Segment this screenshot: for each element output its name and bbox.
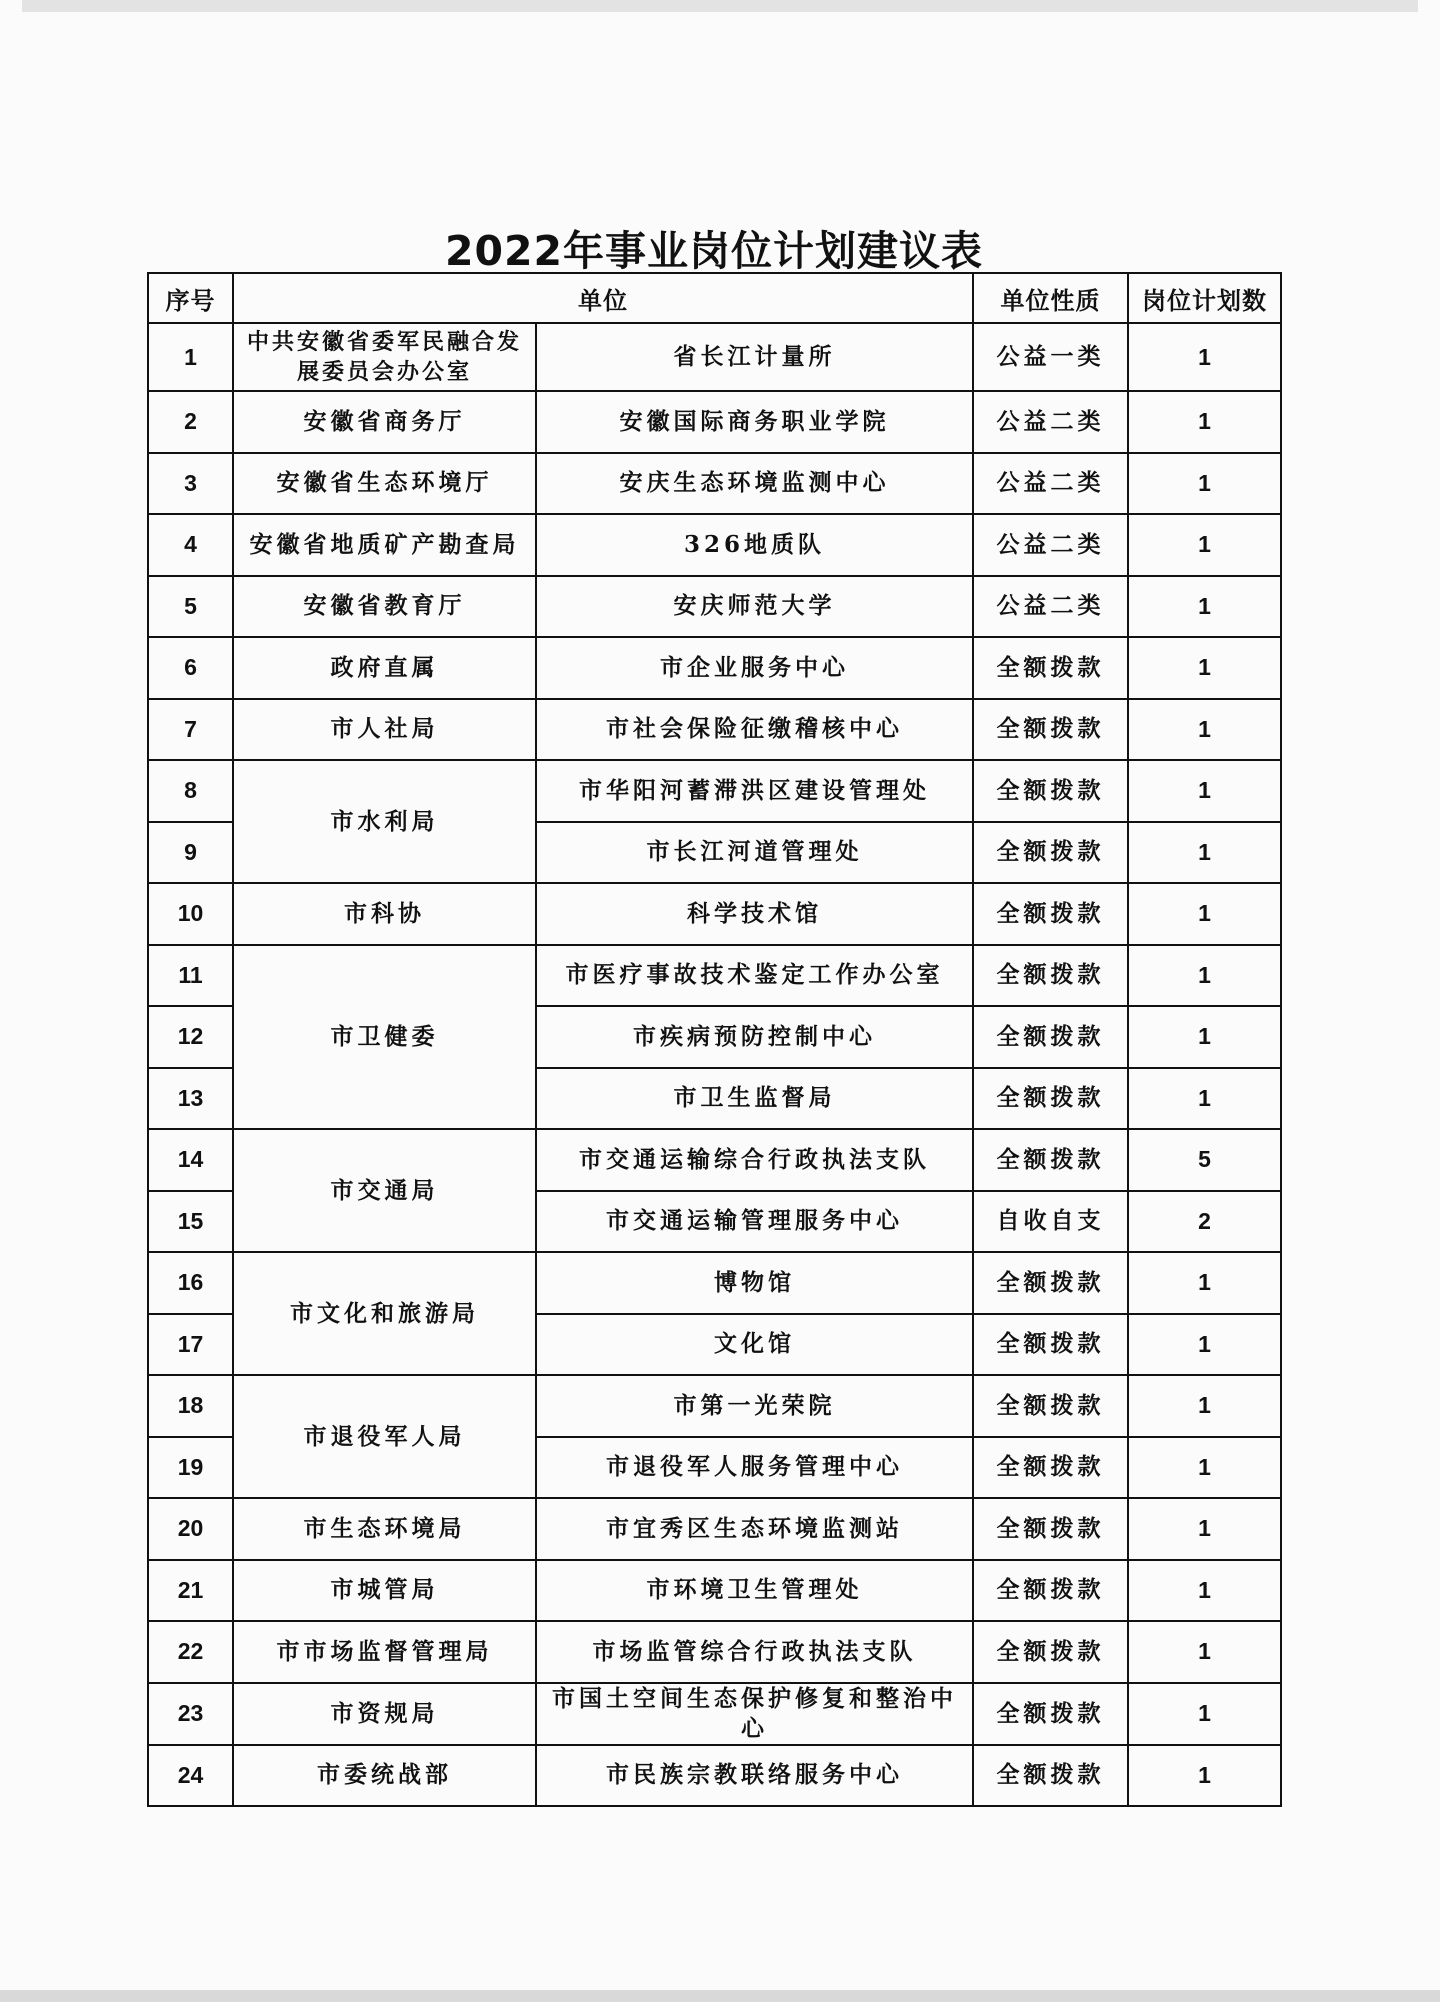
row-dept: 市委统战部 <box>233 1745 536 1807</box>
row-no: 13 <box>148 1068 233 1130</box>
row-no: 4 <box>148 514 233 576</box>
table-row <box>148 1252 1281 1314</box>
table-row <box>148 453 1281 515</box>
row-nature: 自收自支 <box>973 1191 1128 1253</box>
row-dept: 安徽省生态环境厅 <box>233 453 536 515</box>
header-no: 序号 <box>148 273 233 323</box>
row-dept: 政府直属 <box>233 637 536 699</box>
row-dept: 市卫健委 <box>233 945 536 1130</box>
row-dept: 市生态环境局 <box>233 1498 536 1560</box>
row-count: 1 <box>1128 1252 1281 1314</box>
row-dept: 市交通局 <box>233 1129 536 1252</box>
top-edge-strip <box>22 0 1418 12</box>
row-count: 1 <box>1128 945 1281 1007</box>
row-no: 18 <box>148 1375 233 1437</box>
row-count: 1 <box>1128 1621 1281 1683</box>
table-row <box>148 1375 1281 1437</box>
row-dept: 市水利局 <box>233 760 536 883</box>
row-no: 11 <box>148 945 233 1007</box>
row-count: 1 <box>1128 514 1281 576</box>
row-no: 17 <box>148 1314 233 1376</box>
row-unit: 市宜秀区生态环境监测站 <box>536 1498 973 1560</box>
row-no: 24 <box>148 1745 233 1807</box>
row-dept: 安徽省商务厅 <box>233 391 536 453</box>
row-unit: 市国土空间生态保护修复和整治中心 <box>536 1683 973 1745</box>
table-row <box>148 883 1281 945</box>
row-no: 22 <box>148 1621 233 1683</box>
row-nature: 公益一类 <box>973 323 1128 391</box>
row-dept: 市科协 <box>233 883 536 945</box>
row-nature: 全额拨款 <box>973 945 1128 1007</box>
row-no: 19 <box>148 1437 233 1499</box>
row-nature: 全额拨款 <box>973 1129 1128 1191</box>
row-nature: 全额拨款 <box>973 699 1128 761</box>
row-count: 1 <box>1128 1006 1281 1068</box>
row-dept: 安徽省地质矿产勘查局 <box>233 514 536 576</box>
row-unit: 市疾病预防控制中心 <box>536 1006 973 1068</box>
row-count: 1 <box>1128 1498 1281 1560</box>
row-dept: 市市场监督管理局 <box>233 1621 536 1683</box>
table-row <box>148 760 1281 822</box>
page-title: 2022年事业岗位计划建议表 <box>444 227 984 276</box>
row-dept: 市文化和旅游局 <box>233 1252 536 1375</box>
row-count: 1 <box>1128 822 1281 884</box>
table-row <box>148 945 1281 1007</box>
row-dept: 市资规局 <box>233 1683 536 1745</box>
table-row <box>148 1621 1281 1683</box>
row-no: 2 <box>148 391 233 453</box>
row-unit: 文化馆 <box>536 1314 973 1376</box>
row-count: 5 <box>1128 1129 1281 1191</box>
row-count: 1 <box>1128 1314 1281 1376</box>
row-count: 1 <box>1128 883 1281 945</box>
row-unit: 市退役军人服务管理中心 <box>536 1437 973 1499</box>
row-nature: 全额拨款 <box>973 1560 1128 1622</box>
row-nature: 全额拨款 <box>973 1252 1128 1314</box>
row-no: 12 <box>148 1006 233 1068</box>
row-nature: 全额拨款 <box>973 1745 1128 1807</box>
header-count: 岗位计划数 <box>1128 273 1281 323</box>
row-count: 2 <box>1128 1191 1281 1253</box>
table-row <box>148 1129 1281 1191</box>
row-no: 20 <box>148 1498 233 1560</box>
row-count: 1 <box>1128 576 1281 638</box>
row-nature: 全额拨款 <box>973 1621 1128 1683</box>
row-unit: 市卫生监督局 <box>536 1068 973 1130</box>
row-nature: 公益二类 <box>973 576 1128 638</box>
row-count: 1 <box>1128 1745 1281 1807</box>
row-no: 16 <box>148 1252 233 1314</box>
table-header-row <box>148 273 1281 323</box>
row-no: 9 <box>148 822 233 884</box>
row-unit: 安庆生态环境监测中心 <box>536 453 973 515</box>
row-no: 1 <box>148 323 233 391</box>
row-no: 5 <box>148 576 233 638</box>
row-unit: 市交通运输综合行政执法支队 <box>536 1129 973 1191</box>
row-unit: 省长江计量所 <box>536 323 973 391</box>
row-unit: 市社会保险征缴稽核中心 <box>536 699 973 761</box>
row-unit: 市环境卫生管理处 <box>536 1560 973 1622</box>
row-unit: 科学技术馆 <box>536 883 973 945</box>
row-nature: 全额拨款 <box>973 637 1128 699</box>
row-nature: 公益二类 <box>973 453 1128 515</box>
row-count: 1 <box>1128 1683 1281 1745</box>
row-nature: 全额拨款 <box>973 1006 1128 1068</box>
row-nature: 全额拨款 <box>973 822 1128 884</box>
row-no: 14 <box>148 1129 233 1191</box>
row-nature: 全额拨款 <box>973 1437 1128 1499</box>
table-row <box>148 576 1281 638</box>
row-no: 15 <box>148 1191 233 1253</box>
table-row <box>148 514 1281 576</box>
row-dept: 市退役军人局 <box>233 1375 536 1498</box>
table-row <box>148 1745 1281 1807</box>
bottom-edge-strip <box>0 1990 1440 2002</box>
row-nature: 公益二类 <box>973 391 1128 453</box>
header-unit: 单位 <box>233 273 973 323</box>
row-dept: 安徽省教育厅 <box>233 576 536 638</box>
header-nature: 单位性质 <box>973 273 1128 323</box>
row-unit: 市民族宗教联络服务中心 <box>536 1745 973 1807</box>
row-unit: 安徽国际商务职业学院 <box>536 391 973 453</box>
row-count: 1 <box>1128 323 1281 391</box>
row-count: 1 <box>1128 637 1281 699</box>
row-unit: 市第一光荣院 <box>536 1375 973 1437</box>
row-count: 1 <box>1128 760 1281 822</box>
row-dept: 中共安徽省委军民融合发展委员会办公室 <box>233 323 536 391</box>
row-nature: 全额拨款 <box>973 883 1128 945</box>
row-unit: 市医疗事故技术鉴定工作办公室 <box>536 945 973 1007</box>
row-nature: 全额拨款 <box>973 1683 1128 1745</box>
row-nature: 公益二类 <box>973 514 1128 576</box>
row-no: 21 <box>148 1560 233 1622</box>
row-no: 7 <box>148 699 233 761</box>
row-nature: 全额拨款 <box>973 1498 1128 1560</box>
row-unit: 市场监管综合行政执法支队 <box>536 1621 973 1683</box>
row-count: 1 <box>1128 453 1281 515</box>
row-unit: 326地质队 <box>536 514 973 576</box>
row-nature: 全额拨款 <box>973 1314 1128 1376</box>
row-unit: 市交通运输管理服务中心 <box>536 1191 973 1253</box>
row-nature: 全额拨款 <box>973 760 1128 822</box>
row-count: 1 <box>1128 699 1281 761</box>
plan-table <box>147 272 1282 1807</box>
row-unit: 市企业服务中心 <box>536 637 973 699</box>
row-dept: 市人社局 <box>233 699 536 761</box>
row-unit: 博物馆 <box>536 1252 973 1314</box>
row-dept: 市城管局 <box>233 1560 536 1622</box>
row-count: 1 <box>1128 391 1281 453</box>
table-row <box>148 1560 1281 1622</box>
row-unit: 安庆师范大学 <box>536 576 973 638</box>
row-no: 6 <box>148 637 233 699</box>
row-count: 1 <box>1128 1068 1281 1130</box>
table-row <box>148 391 1281 453</box>
row-no: 8 <box>148 760 233 822</box>
table-row <box>148 699 1281 761</box>
table-row <box>148 323 1281 391</box>
table-row <box>148 637 1281 699</box>
row-count: 1 <box>1128 1560 1281 1622</box>
row-nature: 全额拨款 <box>973 1375 1128 1437</box>
table-row <box>148 1683 1281 1745</box>
row-no: 3 <box>148 453 233 515</box>
table-row <box>148 1498 1281 1560</box>
row-count: 1 <box>1128 1437 1281 1499</box>
row-nature: 全额拨款 <box>973 1068 1128 1130</box>
row-no: 23 <box>148 1683 233 1745</box>
row-no: 10 <box>148 883 233 945</box>
row-count: 1 <box>1128 1375 1281 1437</box>
row-unit: 市华阳河蓄滞洪区建设管理处 <box>536 760 973 822</box>
row-unit: 市长江河道管理处 <box>536 822 973 884</box>
